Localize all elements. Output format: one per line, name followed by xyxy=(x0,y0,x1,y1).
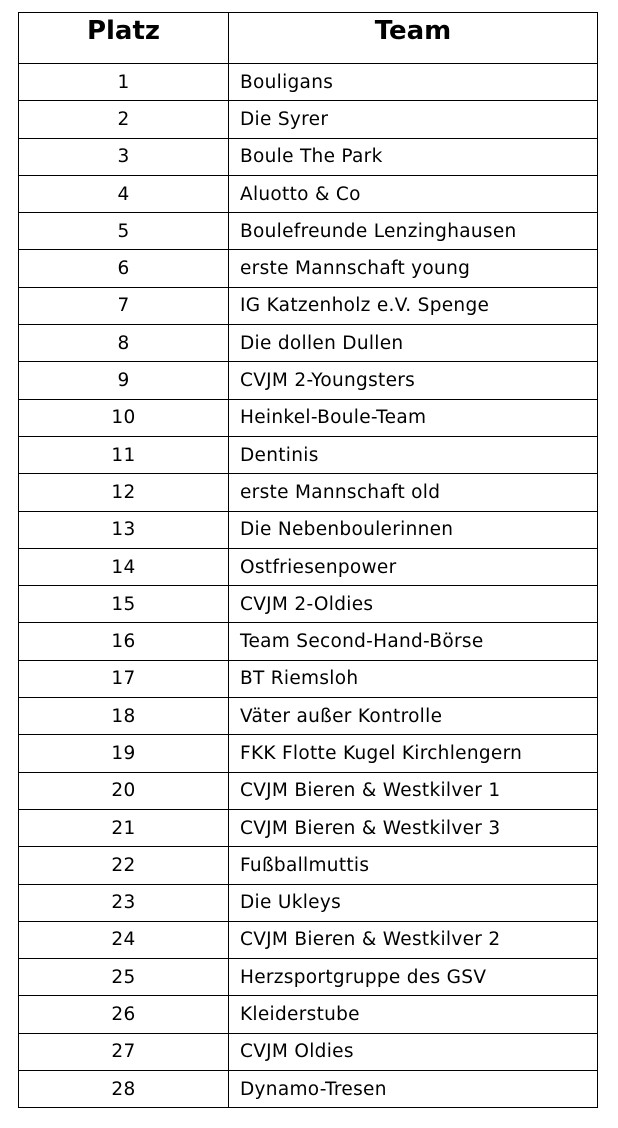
team-name-cell: erste Mannschaft young xyxy=(229,250,598,287)
rank-cell: 13 xyxy=(19,511,229,548)
rank-cell: 9 xyxy=(19,362,229,399)
table-row xyxy=(19,660,598,697)
platz-column-header: Platz xyxy=(19,13,229,64)
team-name-cell: Väter außer Kontrolle xyxy=(229,698,598,735)
rank-cell: 16 xyxy=(19,623,229,660)
team-name-cell: IG Katzenholz e.V. Spenge xyxy=(229,287,598,324)
rank-cell: 28 xyxy=(19,1071,229,1108)
team-name-cell: Die Syrer xyxy=(229,101,598,138)
rank-cell: 7 xyxy=(19,287,229,324)
team-name-cell: Dynamo-Tresen xyxy=(229,1071,598,1108)
team-name-cell: Kleiderstube xyxy=(229,996,598,1033)
rank-cell: 6 xyxy=(19,250,229,287)
team-name-cell: CVJM Bieren & Westkilver 3 xyxy=(229,809,598,846)
table-row xyxy=(19,138,598,175)
rank-cell: 24 xyxy=(19,921,229,958)
table-row xyxy=(19,436,598,473)
team-name-cell: CVJM Bieren & Westkilver 1 xyxy=(229,772,598,809)
team-name-cell: CVJM 2-Oldies xyxy=(229,586,598,623)
rank-cell: 1 xyxy=(19,64,229,101)
rank-cell: 23 xyxy=(19,884,229,921)
rank-cell: 26 xyxy=(19,996,229,1033)
team-column-header: Team xyxy=(229,13,598,64)
rank-cell: 3 xyxy=(19,138,229,175)
table-row xyxy=(19,175,598,212)
team-name-cell: CVJM Oldies xyxy=(229,1033,598,1070)
team-name-cell: BT Riemsloh xyxy=(229,660,598,697)
team-name-cell: erste Mannschaft old xyxy=(229,474,598,511)
rank-cell: 10 xyxy=(19,399,229,436)
table-row xyxy=(19,921,598,958)
rank-cell: 18 xyxy=(19,698,229,735)
team-name-cell: Die dollen Dullen xyxy=(229,325,598,362)
table-row xyxy=(19,548,598,585)
team-name-cell: Aluotto & Co xyxy=(229,175,598,212)
table-row xyxy=(19,325,598,362)
rank-cell: 19 xyxy=(19,735,229,772)
table-row xyxy=(19,586,598,623)
table-row xyxy=(19,996,598,1033)
table-row xyxy=(19,809,598,846)
team-name-cell: Fußballmuttis xyxy=(229,847,598,884)
standings-table xyxy=(18,12,598,1108)
standings-rows xyxy=(19,64,598,1108)
table-row xyxy=(19,399,598,436)
team-name-cell: Die Nebenboulerinnen xyxy=(229,511,598,548)
table-row xyxy=(19,959,598,996)
table-row xyxy=(19,250,598,287)
rank-cell: 17 xyxy=(19,660,229,697)
rank-cell: 11 xyxy=(19,436,229,473)
table-row xyxy=(19,1033,598,1070)
table-row xyxy=(19,362,598,399)
rank-cell: 21 xyxy=(19,809,229,846)
team-name-cell: CVJM Bieren & Westkilver 2 xyxy=(229,921,598,958)
rank-cell: 4 xyxy=(19,175,229,212)
rank-cell: 15 xyxy=(19,586,229,623)
team-name-cell: CVJM 2-Youngsters xyxy=(229,362,598,399)
table-row xyxy=(19,213,598,250)
rank-cell: 20 xyxy=(19,772,229,809)
team-name-cell: Ostfriesenpower xyxy=(229,548,598,585)
rank-cell: 25 xyxy=(19,959,229,996)
table-row xyxy=(19,511,598,548)
table-row xyxy=(19,735,598,772)
rank-cell: 14 xyxy=(19,548,229,585)
header-row xyxy=(19,13,598,64)
team-name-cell: Herzsportgruppe des GSV xyxy=(229,959,598,996)
team-name-cell: Dentinis xyxy=(229,436,598,473)
table-row xyxy=(19,474,598,511)
team-name-cell: FKK Flotte Kugel Kirchlengern xyxy=(229,735,598,772)
rank-cell: 5 xyxy=(19,213,229,250)
table-row xyxy=(19,623,598,660)
team-name-cell: Heinkel-Boule-Team xyxy=(229,399,598,436)
table-row xyxy=(19,698,598,735)
team-name-cell: Boule The Park xyxy=(229,138,598,175)
team-name-cell: Team Second-Hand-Börse xyxy=(229,623,598,660)
team-name-cell: Bouligans xyxy=(229,64,598,101)
table-row xyxy=(19,884,598,921)
team-name-cell: Die Ukleys xyxy=(229,884,598,921)
rank-cell: 8 xyxy=(19,325,229,362)
table-row xyxy=(19,64,598,101)
table-row xyxy=(19,772,598,809)
table-row xyxy=(19,287,598,324)
table-row xyxy=(19,101,598,138)
rank-cell: 22 xyxy=(19,847,229,884)
table-row xyxy=(19,847,598,884)
rank-cell: 12 xyxy=(19,474,229,511)
team-name-cell: Boulefreunde Lenzinghausen xyxy=(229,213,598,250)
rank-cell: 2 xyxy=(19,101,229,138)
table-row xyxy=(19,1071,598,1108)
rank-cell: 27 xyxy=(19,1033,229,1070)
